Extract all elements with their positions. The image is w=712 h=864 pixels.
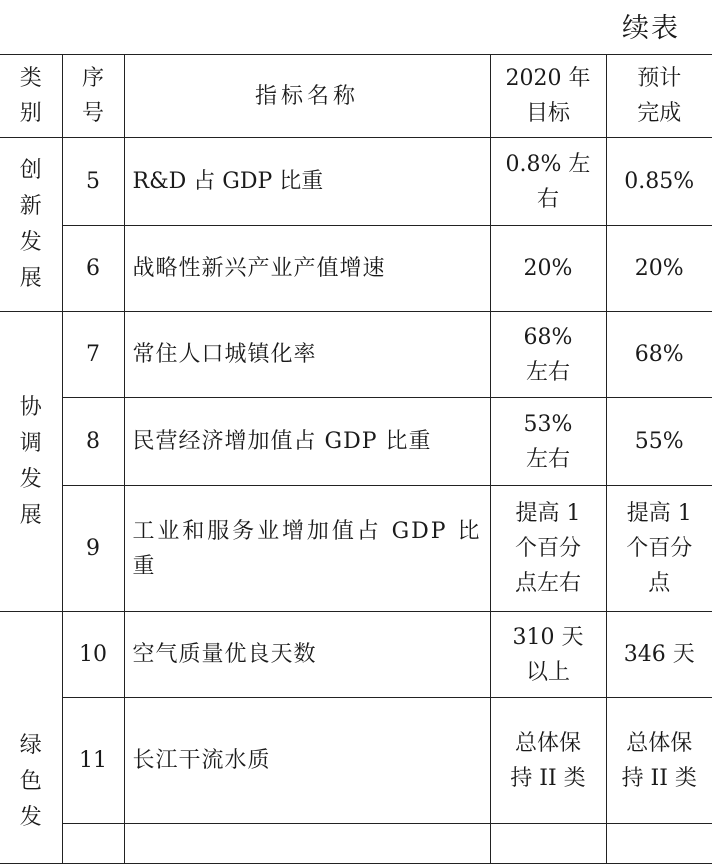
indicator-cell: 战略性新兴产业产值增速	[124, 226, 490, 312]
header-category: 类别	[0, 55, 62, 138]
target-cell: 310 天以上	[490, 612, 606, 698]
seq-cell: 6	[62, 226, 124, 312]
indicator-cell: 空气质量优良天数	[124, 612, 490, 698]
table-row	[0, 824, 712, 864]
category-cell: 协调发展	[0, 312, 62, 612]
indicator-cell	[124, 824, 490, 864]
indicator-cell: 民营经济增加值占 GDP 比重	[124, 398, 490, 486]
seq-cell: 8	[62, 398, 124, 486]
expected-cell	[606, 824, 712, 864]
header-target: 2020 年目标	[490, 55, 606, 138]
category-cell: 创新发展	[0, 138, 62, 312]
target-cell: 53% 左右	[490, 398, 606, 486]
continuation-label: 续表	[622, 13, 680, 44]
table-row	[0, 226, 712, 312]
seq-cell	[62, 824, 124, 864]
target-cell: 总体保持 II 类	[490, 698, 606, 824]
expected-cell: 20%	[606, 226, 712, 312]
expected-cell: 346 天	[606, 612, 712, 698]
indicator-cell: 工业和服务业增加值占 GDP 比重	[124, 486, 490, 612]
header-indicator: 指标名称	[124, 55, 490, 138]
indicator-cell: 常住人口城镇化率	[124, 312, 490, 398]
target-cell: 0.8% 左右	[490, 138, 606, 226]
table-row	[0, 698, 712, 824]
target-cell: 20%	[490, 226, 606, 312]
expected-cell: 提高 1 个百分点	[606, 486, 712, 612]
expected-cell: 0.85%	[606, 138, 712, 226]
target-cell: 68% 左右	[490, 312, 606, 398]
expected-cell: 68%	[606, 312, 712, 398]
target-cell	[490, 824, 606, 864]
header-row	[0, 55, 712, 138]
seq-cell: 9	[62, 486, 124, 612]
target-cell: 提高 1 个百分点左右	[490, 486, 606, 612]
seq-cell: 11	[62, 698, 124, 824]
table-row	[0, 398, 712, 486]
seq-cell: 7	[62, 312, 124, 398]
indicator-cell: R&D 占 GDP 比重	[124, 138, 490, 226]
seq-cell: 10	[62, 612, 124, 698]
expected-cell: 总体保持 II 类	[606, 698, 712, 824]
table-row	[0, 312, 712, 398]
seq-cell: 5	[62, 138, 124, 226]
header-expected: 预计完成	[606, 55, 712, 138]
table-row	[0, 486, 712, 612]
table-row	[0, 612, 712, 698]
indicator-cell: 长江干流水质	[124, 698, 490, 824]
expected-cell: 55%	[606, 398, 712, 486]
table-row	[0, 138, 712, 226]
category-cell: 绿色发	[0, 612, 62, 864]
indicator-table	[0, 54, 712, 864]
header-seq: 序号	[62, 55, 124, 138]
